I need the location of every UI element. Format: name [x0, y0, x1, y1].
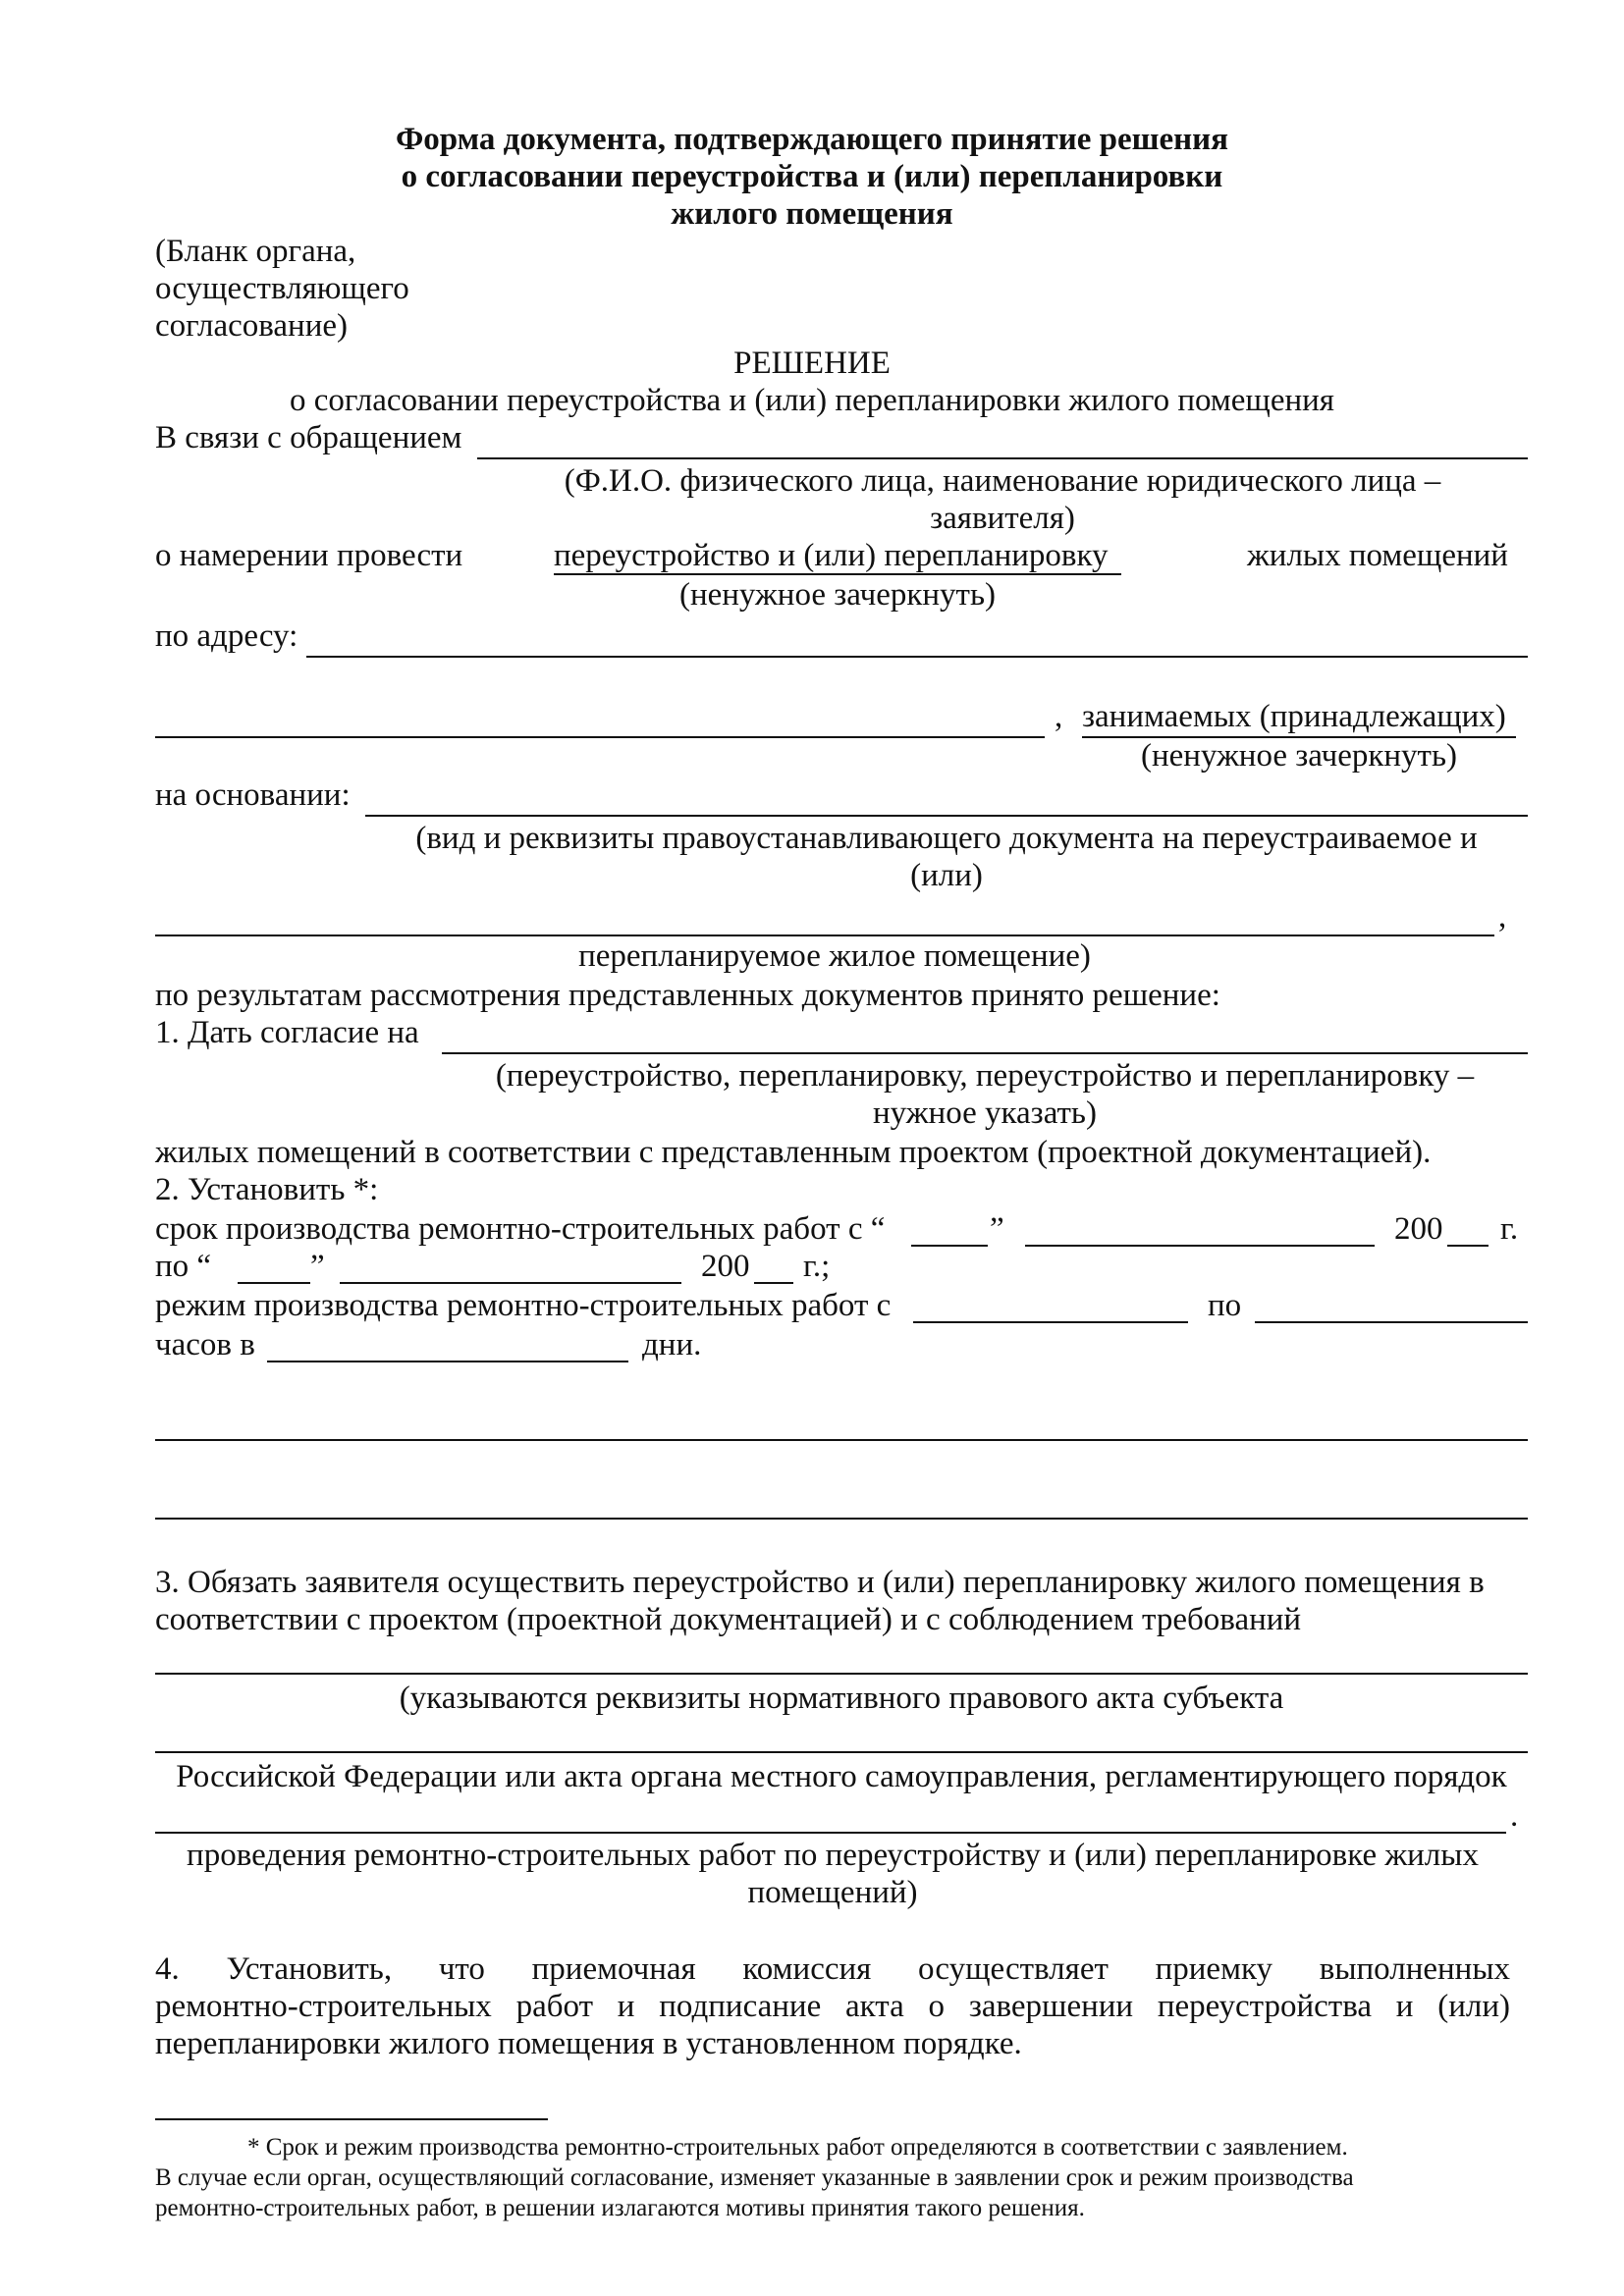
- footnote-line-2: В случае если орган, осуществляющий согласование, изменяет указанные в заявлении срок и режим производства: [155, 2164, 1354, 2191]
- extra-line-1[interactable]: [155, 1439, 1528, 1441]
- occupied-hint: (ненужное зачеркнуть): [1140, 738, 1458, 774]
- item3-text-line-1: 3. Обязать заявителя осуществить переустройство и (или) перепланировку жилого помещения в: [155, 1565, 1485, 1600]
- address-field[interactable]: [306, 656, 1528, 658]
- address-label: по адресу:: [155, 618, 298, 654]
- requirements-hint-line-3: проведения ремонтно-строительных работ по переустройству и (или) перепланировке жилых: [187, 1838, 1479, 1873]
- requirements-hint-line-4: помещений): [747, 1875, 918, 1910]
- term-to-year-prefix: 200: [701, 1249, 750, 1284]
- item3-text-line-2: соответствии с проектом (проектной документацией) и с соблюдением требований: [155, 1602, 1302, 1637]
- term-to-year-suffix: г.;: [803, 1249, 831, 1284]
- item4-text-line-2: ремонтно-строительных работ и подписание акта о завершении переустройства и (или): [155, 1989, 1510, 2024]
- basis-hint-line-2: (или): [910, 858, 983, 893]
- applicant-name-field[interactable]: [477, 457, 1528, 459]
- requirements-period: .: [1510, 1798, 1519, 1834]
- hours-label: часов в: [155, 1327, 255, 1362]
- consent-hint-line-2: нужное указать): [873, 1095, 1097, 1131]
- basis-field[interactable]: [365, 815, 1528, 817]
- result-text: по результатам рассмотрения представленных документов принято решение:: [155, 978, 1220, 1013]
- term-from-month-field[interactable]: [1025, 1245, 1375, 1247]
- requirements-field-3[interactable]: [155, 1832, 1506, 1834]
- mode-from-field[interactable]: [913, 1321, 1188, 1323]
- applicant-hint-line-2: заявителя): [930, 501, 1075, 536]
- decision-heading: РЕШЕНИЕ: [733, 346, 891, 381]
- form-title-line-1: Форма документа, подтверждающего принятие решения: [395, 122, 1229, 157]
- term-from-day-field[interactable]: [911, 1245, 988, 1247]
- consent-hint-line-1: (переустройство, перепланировку, переустройство и перепланировку –: [495, 1058, 1475, 1094]
- term-to-year-field[interactable]: [754, 1282, 793, 1284]
- footnote-line-1: * Срок и режим производства ремонтно-строительных работ определяются в соответствии с заявлением.: [247, 2134, 1348, 2161]
- term-from-year-prefix: 200: [1394, 1211, 1443, 1247]
- basis-comma: ,: [1498, 899, 1507, 934]
- intent-choice: переустройство и (или) перепланировку: [554, 538, 1109, 573]
- intent-object: жилых помещений: [1247, 538, 1508, 573]
- mode-to-label: по: [1208, 1288, 1242, 1323]
- footnote-separator: [155, 2118, 548, 2120]
- term-from-year-suffix: г.: [1500, 1211, 1519, 1247]
- basis-label: на основании:: [155, 777, 351, 813]
- basis-hint-line-3: перепланируемое жилое помещение): [578, 938, 1091, 974]
- form-title-line-3: жилого помещения: [671, 196, 953, 232]
- requirements-hint-line-1: (указываются реквизиты нормативного правового акта субъекта: [399, 1681, 1284, 1716]
- blank-label-line-1: (Бланк органа,: [155, 234, 356, 269]
- term-to-month-field[interactable]: [340, 1282, 681, 1284]
- address-field-continued[interactable]: [155, 736, 1045, 738]
- item1-text: жилых помещений в соответствии с представленным проектом (проектной документацией).: [155, 1135, 1432, 1170]
- form-title-line-2: о согласовании переустройства и (или) перепланировки: [401, 159, 1223, 194]
- mode-to-field[interactable]: [1255, 1321, 1528, 1323]
- term-to-label: по “: [155, 1249, 212, 1284]
- item2-label: 2. Установить *:: [155, 1172, 379, 1207]
- extra-line-2[interactable]: [155, 1518, 1528, 1520]
- consent-type-field[interactable]: [442, 1052, 1528, 1054]
- term-from-quote-close: ”: [990, 1211, 1004, 1247]
- item1-label: 1. Дать согласие на: [155, 1015, 419, 1050]
- blank-label-line-2: осуществляющего: [155, 271, 409, 306]
- appeal-label: В связи с обращением: [155, 420, 462, 455]
- hours-days-field[interactable]: [267, 1361, 628, 1362]
- item4-text-line-1: 4. Установить, что приемочная комиссия осуществляет приемку выполненных: [155, 1951, 1510, 1987]
- term-from-year-field[interactable]: [1447, 1245, 1489, 1247]
- requirements-hint-line-2: Российской Федерации или акта органа местного самоуправления, регламентирующего порядок: [176, 1759, 1507, 1794]
- term-from-label: срок производства ремонтно-строительных работ с “: [155, 1211, 886, 1247]
- requirements-field-1[interactable]: [155, 1673, 1528, 1675]
- intent-hint: (ненужное зачеркнуть): [678, 577, 997, 613]
- occupied-label: занимаемых (принадлежащих): [1082, 699, 1506, 734]
- blank-label-line-3: согласование): [155, 308, 349, 344]
- decision-subheading: о согласовании переустройства и (или) перепланировки жилого помещения: [290, 383, 1334, 418]
- term-to-quote-close: ”: [310, 1249, 325, 1284]
- footnote-line-3: ремонтно-строительных работ, в решении излагаются мотивы принятия такого решения.: [155, 2195, 1085, 2221]
- mode-label: режим производства ремонтно-строительных работ с: [155, 1288, 892, 1323]
- requirements-field-2[interactable]: [155, 1751, 1528, 1753]
- term-to-day-field[interactable]: [238, 1282, 310, 1284]
- address-comma: ,: [1055, 699, 1063, 734]
- basis-hint-line-1: (вид и реквизиты правоустанавливающего документа на переустраиваемое и: [415, 821, 1478, 856]
- days-label: дни.: [642, 1327, 702, 1362]
- applicant-hint-line-1: (Ф.И.О. физического лица, наименование юридического лица –: [564, 463, 1441, 499]
- intent-label: о намерении провести: [155, 538, 463, 573]
- item4-text-line-3: перепланировки жилого помещения в установленном порядке.: [155, 2026, 1022, 2061]
